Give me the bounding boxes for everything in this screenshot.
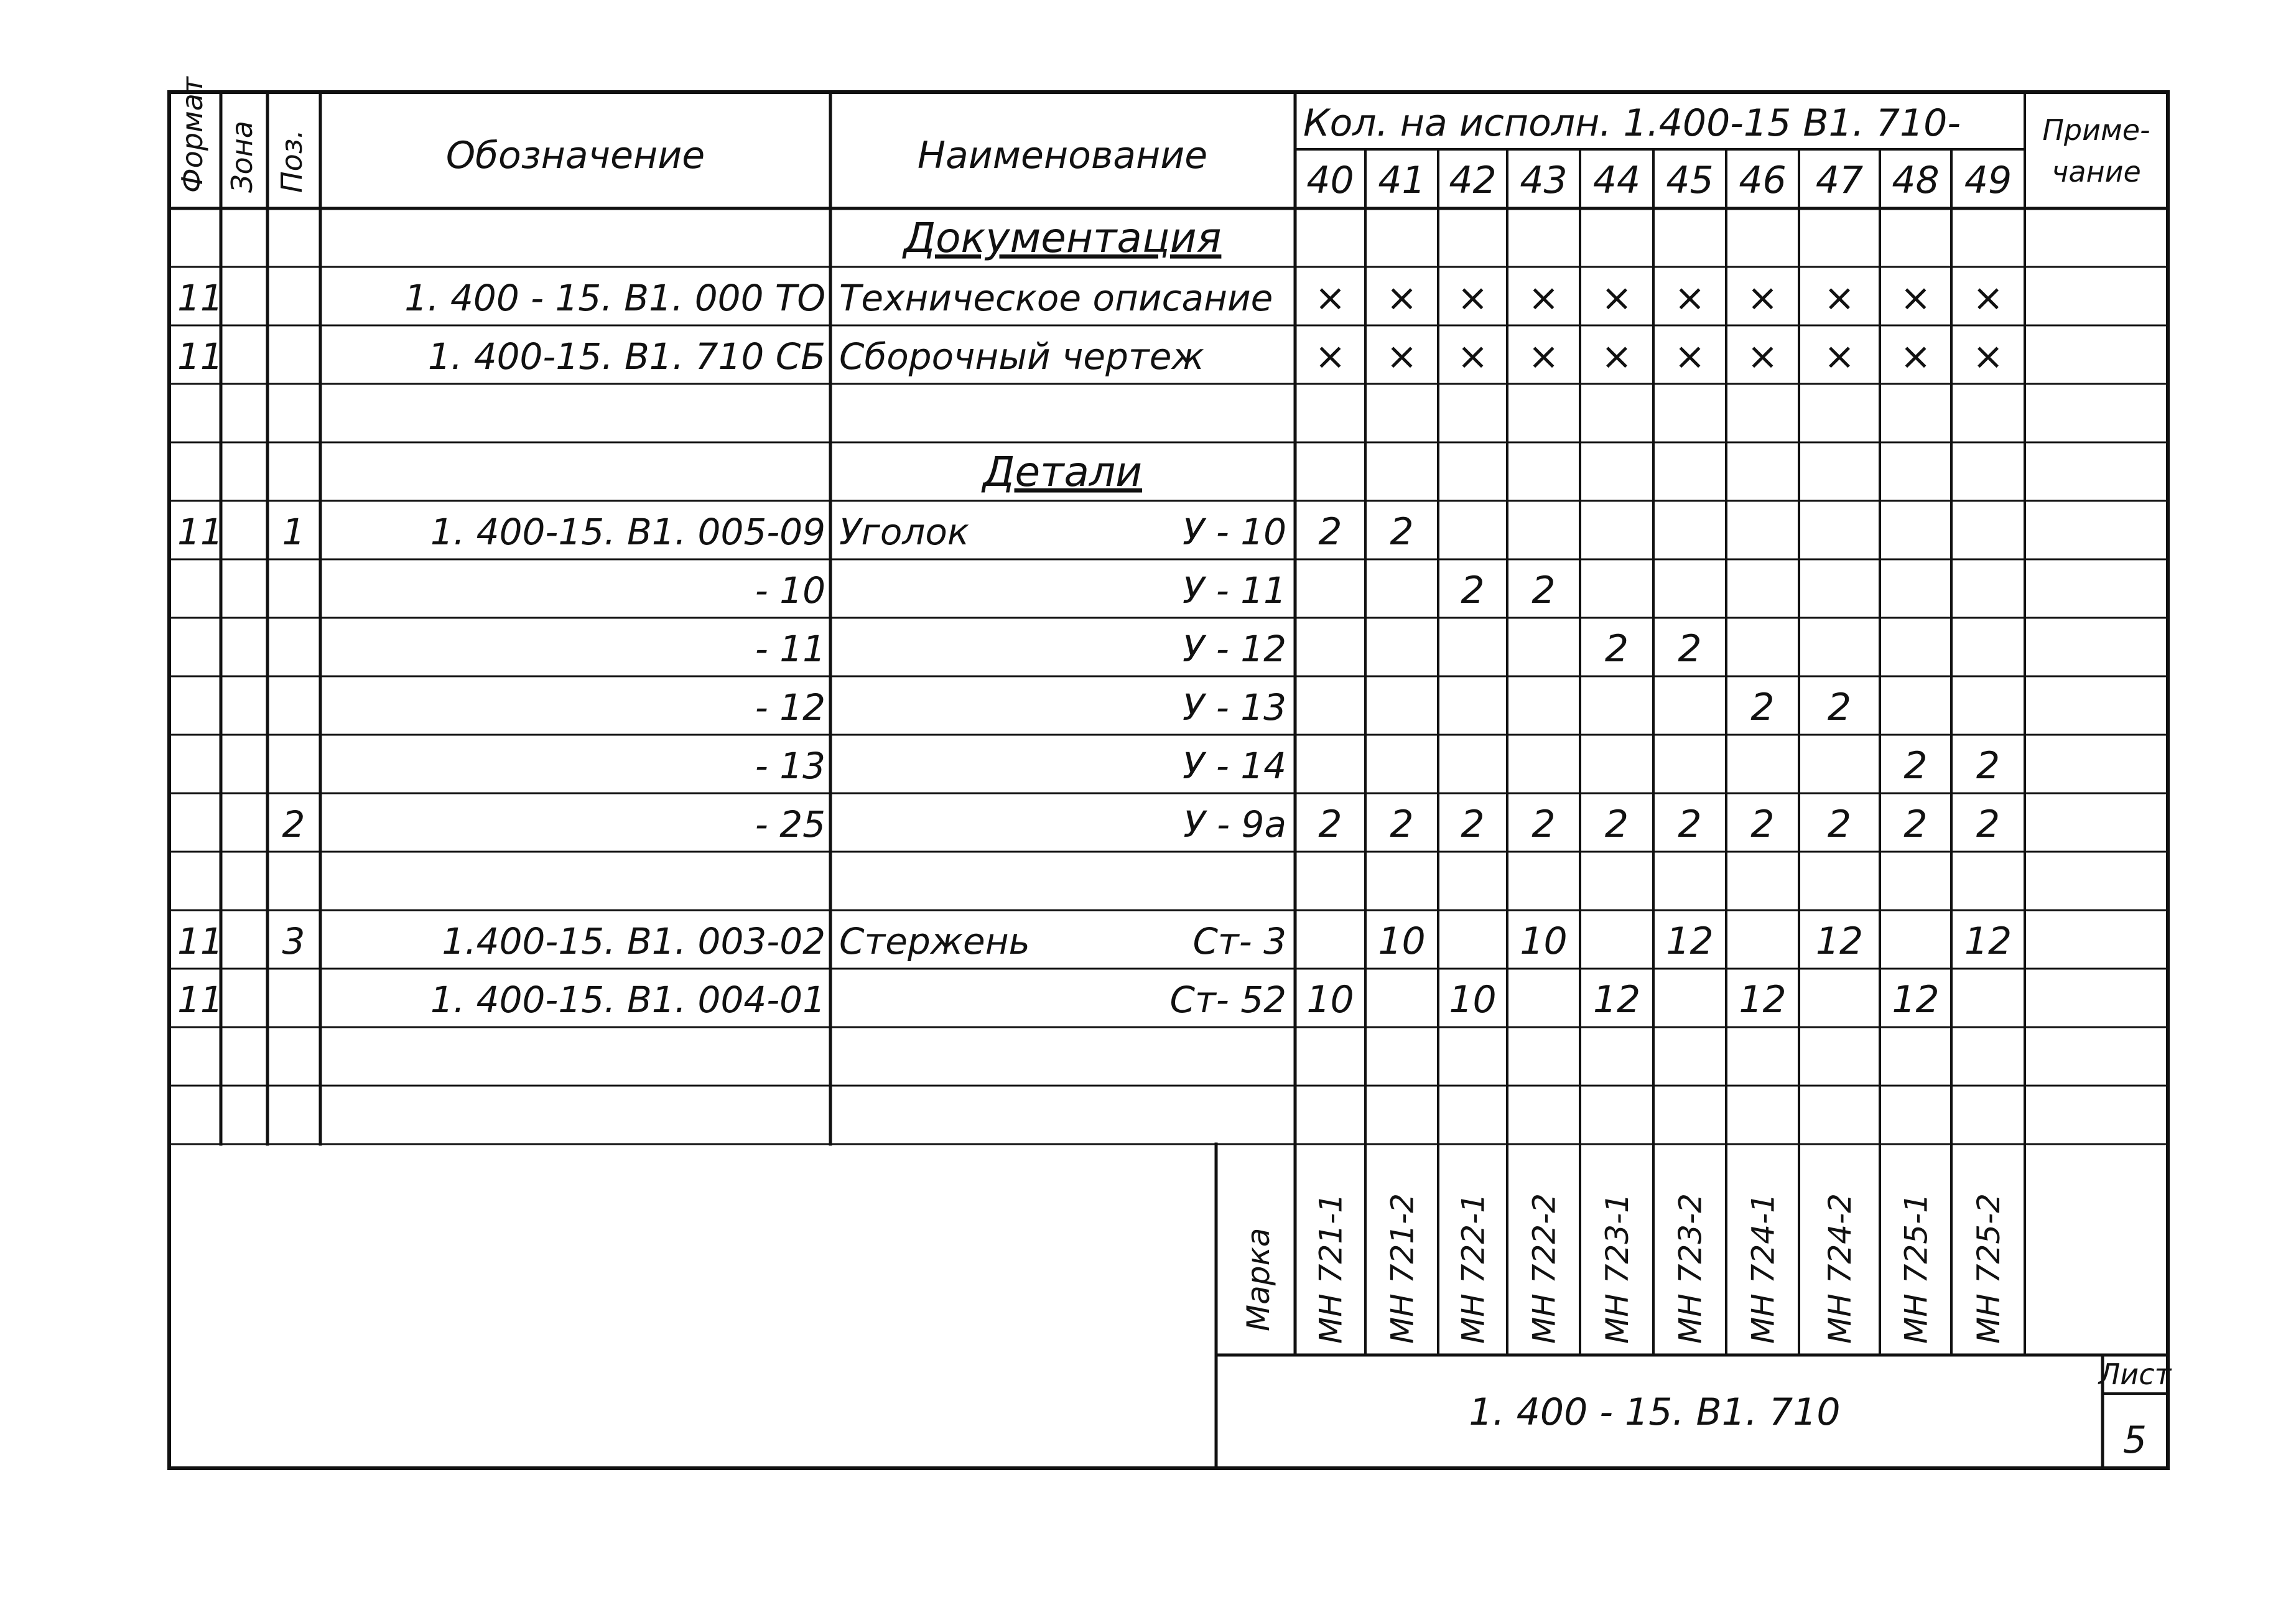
qty-cell: 10 [1449,978,1497,1022]
variant-header-41: 41 [1378,159,1426,202]
row-sub-mark: У - 11 [1183,569,1286,612]
qty-cell: × [1601,276,1633,320]
header-note-line2: чание [2052,155,2141,189]
qty-cell: × [1972,335,2004,378]
qty-cell: 12 [1592,978,1641,1022]
row-designation: 1. 400 - 15. В1. 000 ТО [404,277,825,319]
mark-value: МН 725-1 [1898,1193,1935,1344]
qty-cell: 2 [1976,803,2001,846]
qty-cell: × [1674,335,1706,378]
qty-cell: 2 [1976,744,2001,788]
row-format: 11 [177,511,223,553]
qty-cell: × [1457,335,1489,378]
header-zone: Зона [225,121,259,193]
row-designation: 1. 400-15. В1. 005-09 [430,511,825,553]
row-name: Сборочный чертеж [839,335,1204,378]
mark-value: МН 723-1 [1599,1193,1635,1344]
qty-cell: × [1528,276,1559,320]
qty-cell: 2 [1461,569,1485,612]
mark-value: МН 724-2 [1822,1193,1858,1344]
qty-cell: × [1674,276,1706,320]
variant-header-49: 49 [1964,159,2012,202]
qty-cell: 2 [1318,803,1342,846]
qty-cell: 12 [1739,978,1787,1022]
qty-cell: 2 [1903,803,1928,846]
row-format: 11 [177,277,223,319]
row-sub-mark: У - 14 [1183,745,1286,787]
row-format: 11 [177,920,223,962]
row-name: Стержень [839,920,1030,962]
row-sub-mark: У - 13 [1183,686,1286,729]
mark-value: МН 721-1 [1313,1193,1349,1344]
mark-value: МН 723-2 [1672,1193,1709,1344]
qty-cell: × [1747,335,1778,378]
row-designation: - 10 [755,569,825,612]
variant-header-45: 45 [1666,159,1714,202]
row-name: Техническое описание [839,277,1273,319]
variant-header-43: 43 [1520,159,1568,202]
row-pos: 3 [282,920,305,962]
qty-cell: 2 [1604,627,1629,671]
header-designation: Обозначение [445,134,705,177]
row-sub-mark: У - 12 [1183,628,1286,670]
row-designation: - 12 [755,686,825,729]
qty-cell: 2 [1827,803,1852,846]
header-qty-title: Кол. на исполн. 1.400-15 В1. 710- [1303,101,1961,145]
row-pos: 1 [282,511,305,553]
row-designation: - 13 [755,745,825,787]
header-note-line1: Приме- [2042,113,2150,147]
qty-cell: 10 [1378,920,1426,963]
qty-cell: × [1457,276,1489,320]
qty-cell: 10 [1520,920,1568,963]
qty-cell: 10 [1306,978,1354,1022]
variant-header-48: 48 [1892,159,1940,202]
row-sub-mark: У - 10 [1183,511,1286,553]
qty-cell: × [1314,276,1346,320]
qty-cell: 12 [1666,920,1714,963]
qty-cell: 2 [1318,510,1342,554]
mark-value: МН 722-2 [1526,1193,1563,1344]
header-name: Наименование [917,134,1208,177]
variant-header-47: 47 [1815,159,1864,202]
row-format: 11 [177,979,223,1021]
qty-cell: 12 [1964,920,2012,963]
qty-cell: × [1972,276,2004,320]
variant-header-42: 42 [1449,159,1497,202]
document-code: 1. 400 - 15. В1. 710 [1469,1390,1841,1434]
variant-header-40: 40 [1306,159,1354,202]
row-sub-mark: Ст- 3 [1192,920,1286,962]
qty-cell: 12 [1815,920,1864,963]
row-designation: - 25 [755,803,825,845]
qty-cell: 2 [1531,803,1556,846]
row-designation: 1. 400-15. В1. 004-01 [430,979,825,1021]
qty-cell: × [1900,276,1931,320]
qty-cell: 2 [1903,744,1928,788]
row-name: Уголок [839,511,969,553]
row-sub-mark: У - 9а [1183,803,1286,845]
qty-cell: 2 [1461,803,1485,846]
qty-cell: × [1386,335,1418,378]
row-designation: - 11 [755,628,825,670]
qty-cell: × [1386,276,1418,320]
row-designation: 1.400-15. В1. 003-02 [442,920,825,962]
qty-cell: 2 [1678,803,1702,846]
qty-cell: × [1314,335,1346,378]
mark-value: МН 722-1 [1455,1193,1492,1344]
header-format: Формат [175,77,209,193]
variant-header-46: 46 [1739,159,1787,202]
qty-cell: 2 [1827,686,1852,729]
sheet-number: 5 [2122,1418,2147,1462]
qty-cell: 2 [1678,627,1702,671]
row-sub-mark: Ст- 52 [1169,979,1286,1021]
qty-cell: 2 [1750,803,1775,846]
mark-value: МН 724-1 [1745,1193,1782,1344]
qty-cell: × [1900,335,1931,378]
section-title: Документация [903,214,1222,262]
qty-cell: 2 [1531,569,1556,612]
qty-cell: 2 [1390,510,1414,554]
qty-cell: × [1528,335,1559,378]
row-format: 11 [177,335,223,378]
qty-cell: 2 [1750,686,1775,729]
qty-cell: × [1601,335,1633,378]
qty-cell: 2 [1390,803,1414,846]
mark-value: МН 721-2 [1384,1193,1421,1344]
header-pos: Поз. [275,129,309,193]
sheet-label: Лист [2098,1358,2172,1391]
variant-header-44: 44 [1592,159,1641,202]
marks-label: Марка [1240,1227,1276,1331]
mark-value: МН 725-2 [1971,1193,2007,1344]
qty-cell: 2 [1604,803,1629,846]
row-pos: 2 [282,803,305,845]
qty-cell: 12 [1892,978,1940,1022]
section-title: Детали [982,448,1143,496]
qty-cell: × [1747,276,1778,320]
qty-cell: × [1823,335,1856,378]
qty-cell: × [1823,276,1856,320]
row-designation: 1. 400-15. В1. 710 СБ [427,335,825,378]
